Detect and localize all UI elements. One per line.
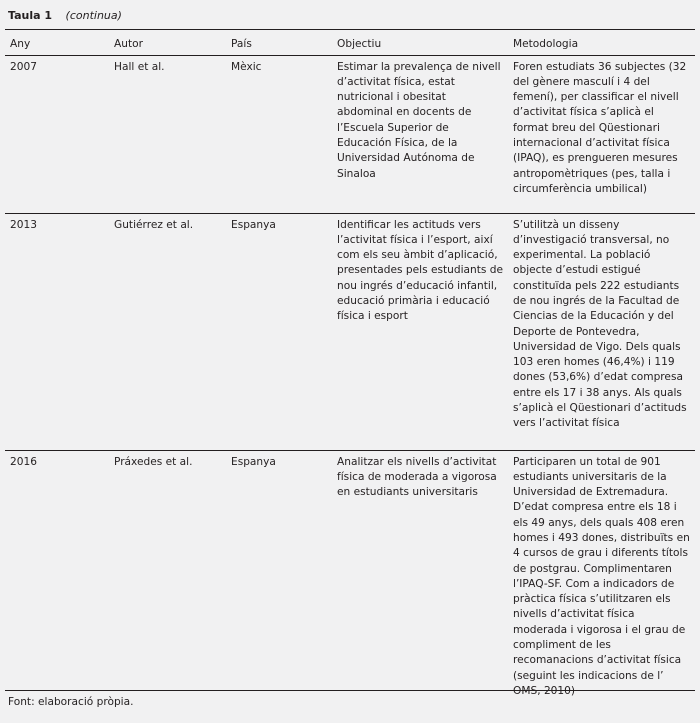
header-country: País bbox=[226, 34, 332, 55]
table-caption bbox=[8, 9, 122, 22]
cell-author: Hall et al. bbox=[114, 60, 165, 73]
header-methodology: Metodologia bbox=[508, 34, 695, 55]
header-year: Any bbox=[5, 34, 109, 55]
table-footer-source: Font: elaboració pròpia. bbox=[8, 696, 134, 708]
table-row bbox=[5, 55, 695, 213]
cell-country: Mèxic bbox=[231, 60, 262, 73]
table-caption-continuation: (continua) bbox=[65, 9, 122, 22]
cell-objective: Analitzar els nivells d’activitat física de moderada a vigorosa en estudiants universitaris bbox=[332, 450, 508, 719]
cell-objective: Estimar la prevalença de nivell d’activitat física, estat nutricional i obesitat abdominal en docents de l’Escuela Superior de Educación Física, de la Universidad Autónoma de Sinaloa bbox=[337, 60, 501, 180]
cell-methodology: Foren estudiats 36 subjectes (32 del gènere masculí i 4 del femení), per classificar el nivell d’activitat física s’aplicà el format breu del Qüestionari internacional d’activitat física (IPAQ), es prengueren mesures antropomètriques (pes, talla i circumferència umbilical) bbox=[513, 60, 687, 195]
cell-methodology: Participaren un total de 901 estudiants universitaris de la Universidad de Extremadura. D’edat compresa entre els 18 i els 49 anys, dels quals 408 eren homes i 493 dones, distribuïts en 4 cursos de grau i diferents títols de postgrau. Complimentaren l’IPAQ-SF. Com a indicadors de pràctica física s’utilitzaren els nivells d’activitat física moderada i vigorosa i el grau de compliment de les recomanacions d’activitat física (seguint les indicacions de l’ bbox=[508, 450, 695, 719]
cell-objective: Identificar les actituds vers l’activitat física i l’esport, així com els seu àmbit d’aplicació, presentades pels estudiants de nou ingrés d’educació infantil, educació primària i educació física i esport bbox=[332, 213, 508, 450]
table-header-row bbox=[5, 34, 695, 55]
table-row bbox=[5, 450, 695, 719]
studies-table bbox=[5, 34, 695, 719]
cell-methodology: S’utilitzà un disseny d’investigació transversal, no experimental. La població objecte d’estudi estigué constituïda pels 222 estudiants de nou ingrés de la Facultad de Ciencias de la Educación y del Deporte de Pontevedra, Universidad de Vigo. Dels quals 103 eren homes (46,4%) i 119 dones (53,6%) d’edat compresa entre els 17 i 38 anys. Als quals s’aplicà el Qüestionari d’actituds vers l’activitat física bbox=[508, 213, 695, 450]
cell-country: Espanya bbox=[226, 213, 332, 450]
table-caption-label: Taula 1 bbox=[8, 9, 53, 22]
top-rule bbox=[5, 29, 695, 30]
bottom-rule bbox=[5, 690, 695, 691]
cell-author: Práxedes et al. bbox=[109, 450, 226, 719]
cell-year: 2016 bbox=[5, 450, 109, 719]
header-author: Autor bbox=[109, 34, 226, 55]
header-objective: Objectiu bbox=[332, 34, 508, 55]
cell-year: 2007 bbox=[10, 60, 37, 73]
cell-country: Espanya bbox=[226, 450, 332, 719]
cell-author: Gutiérrez et al. bbox=[109, 213, 226, 450]
table-row bbox=[5, 213, 695, 450]
cell-year: 2013 bbox=[5, 213, 109, 450]
